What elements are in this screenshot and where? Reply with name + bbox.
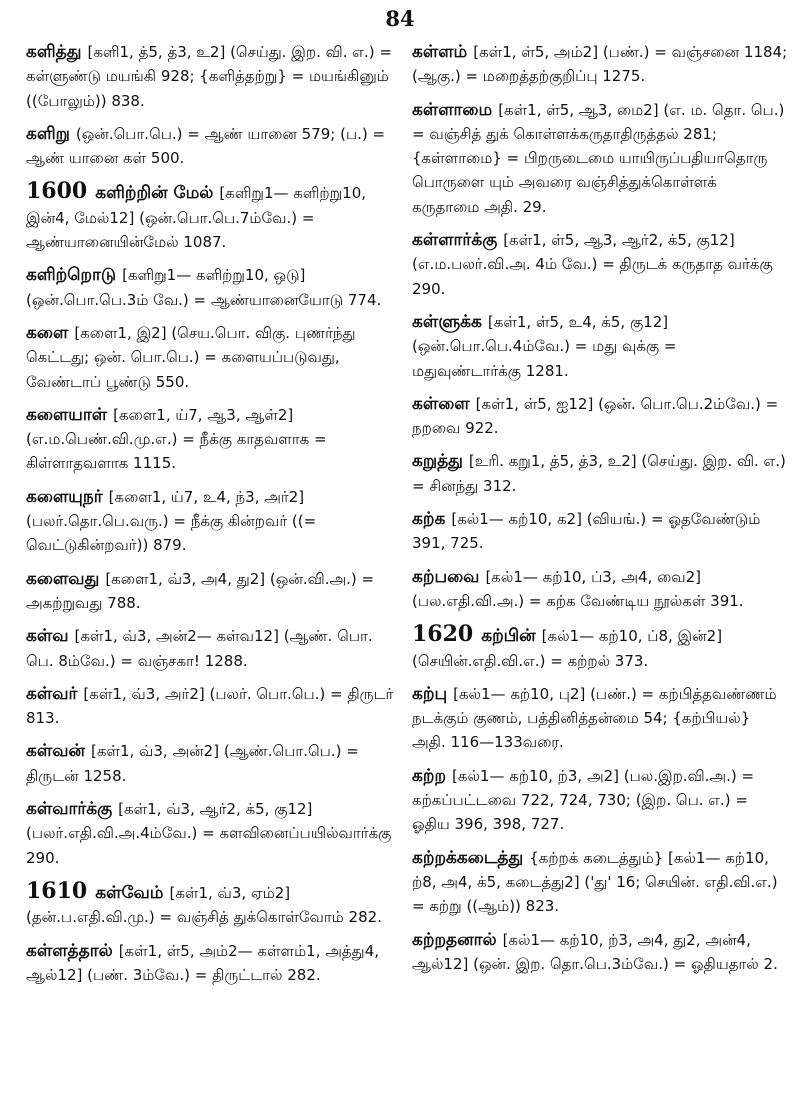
dictionary-entry: [412, 682, 788, 755]
entry-definition: [கள்1, ள்5, அம்2— கள்ளம்1, அத்து4, ஆல்12] (பண். 3ம்வே.) = திருட்டால் 282.: [26, 941, 380, 984]
entry-headword: கற்ற: [412, 765, 447, 786]
dictionary-entry: [26, 879, 402, 930]
entry-headword: களிற்றின் மேல்: [95, 183, 214, 204]
dictionary-entry: [26, 263, 402, 312]
entry-definition: [களை1, வ்3, அ4, து2] (ஒன்.வி.அ.) = அகற்றுவது 788.: [26, 569, 375, 612]
dictionary-entry: [26, 122, 402, 171]
entry-headword: கற்றக்கடைத்து: [412, 847, 524, 868]
entry-headword: களையுநர்: [26, 486, 103, 507]
entry-definition: [கள்1, ள்5, ஆ3, ஆர்2, க்5, கு12] (எ.ம.பலர்.வி.அ. 4ம் வே.) = திருடக் கருதாத வர்க்கு 290.: [412, 231, 773, 298]
dictionary-entry: [412, 764, 788, 837]
entry-headword: களையாள்: [26, 404, 108, 425]
entry-headword: கள்ளம்: [412, 42, 468, 62]
entry-definition: [கல்1— கற்10, ற்3, அ4, து2, அன்4, ஆல்12] (ஒன். இற. தொ.பெ.3ம்வே.) = ஓதியதால் 2.: [412, 930, 778, 973]
dictionary-entry: [412, 449, 788, 498]
entry-headword: கள்வன்: [26, 741, 85, 762]
dictionary-entry: [26, 567, 402, 616]
entry-headword: கறுத்து: [412, 451, 463, 472]
entry-headword: கள்வார்க்கு: [26, 799, 113, 820]
entry-headword: கள்ளாமை: [412, 99, 493, 120]
entry-headword: கற்பின்: [481, 626, 536, 647]
entry-headword: கள்வ: [26, 626, 69, 647]
entry-headword: களிறு: [26, 123, 70, 144]
dictionary-entry: [412, 40, 788, 89]
dictionary-entry: [26, 682, 402, 731]
entry-definition: [களை1, ய்7, ஆ3, ஆள்2] (எ.ம.பெண்.வி.மு.எ.) = நீக்கு காதவளாக = கிள்ளாதவளாக 1115.: [26, 405, 327, 473]
dictionary-entry: [26, 624, 402, 673]
entry-headword: கள்ளத்தால்: [26, 940, 113, 961]
entry-definition: [கள்1, வ்3, அன்2] (ஆண்.பொ.பெ.) = திருடன் 1258.: [26, 742, 359, 785]
entry-definition: (ஒன்.பொ.பெ.) = ஆண் யானை 579; (ப.) = ஆண் யானை கள் 500.: [26, 124, 386, 168]
entry-definition: [களி1, த்5, த்3, உ2] (செய்து. இற. வி. எ.) = கள்ளுண்டு மயங்கி 928; {களித்தற்று} = மயங்கினும் ((போலும்)) 838.: [26, 43, 392, 110]
entry-number: 1620: [412, 621, 474, 648]
dictionary-entry: [412, 928, 788, 977]
entry-definition: [களை1, ய்7, உ4, ந்3, அர்2] (பலர்.தொ.பெ.வரு.) = நீக்கு கின்றவர் ((= வெட்டுகின்றவர்)) 879.: [26, 487, 317, 555]
dictionary-entry: [412, 507, 788, 556]
entry-definition: [கள்1, வ்3, அன்2— கள்வ12] (ஆண். பொ. பெ. 8ம்வே.) = வஞ்சகா! 1288.: [26, 627, 373, 670]
entry-definition: [உரி. கறு1, த்5, த்3, உ2] (செய்து. இற. வி. எ.) = சினந்து 312.: [412, 452, 786, 495]
entry-headword: கள்ளுக்க: [412, 311, 482, 332]
right-column: [412, 40, 788, 985]
entry-headword: கள்ளை: [412, 393, 470, 414]
entry-definition: [கள்1, ள்5, ஆ3, மை2] (எ. ம. தொ. பெ.) = வஞ்சித் துக் கொள்ளக்கருதாதிருத்தல் 281; {கள்ளாமை} = பிறருடைமை யாயிருப்பதியாதொரு பொருளை யும் அவரை வஞ்சித்துக்கொள்ளக் கருதாமை அதி. 29.: [412, 100, 785, 216]
dictionary-entry: [412, 622, 788, 673]
entry-definition: [கள்1, வ்3, ஆர்2, க்5, கு12] (பலர்.எதி.வி.அ.4ம்வே.) = களவினைப்பயில்வார்க்கு 290.: [26, 800, 392, 867]
dictionary-entry: [412, 565, 788, 614]
entry-number: 1610: [26, 877, 88, 904]
dictionary-entry: [26, 40, 402, 113]
entry-headword: களைவது: [26, 568, 100, 589]
dictionary-entry: [412, 98, 788, 219]
dictionary-entry: [412, 228, 788, 301]
entry-headword: களிற்றொடு: [26, 265, 117, 286]
dictionary-entry: [26, 797, 402, 870]
entry-definition: [களிறு1— களிற்று10, ஒடு] (ஒன்.பொ.பெ.3ம் வே.) = ஆண்யானையோடு 774.: [26, 266, 382, 309]
entry-definition: [கள்1, வ்3, ஏம்2] (தன்.ப.எதி.வி.மு.) = வஞ்சித் துக்கொள்வோம் 282.: [26, 883, 382, 927]
dictionary-entry: [412, 846, 788, 919]
entry-definition: [கல்1— கற்10, ப்8, இன்2] (செயின்.எதி.வி.எ.) = கற்றல் 373.: [412, 627, 723, 670]
entry-headword: களை: [26, 322, 69, 343]
entry-definition: [கல்1— கற்10, பு2] (பண்.) = கற்பித்தவண்ணம் நடக்கும் குணம், பத்தினித்தன்மை 54; {கற்பியல்} அதி. 116—133வரை.: [412, 684, 777, 752]
dictionary-entry: [26, 939, 402, 988]
entry-definition: [கள்1, ள்5, உ4, க்5, கு12] (ஒன்.பொ.பெ.4ம்வே.) = மது வுக்கு = மதுவுண்டார்க்கு 1281.: [412, 312, 677, 380]
entry-headword: கற்க: [412, 509, 446, 530]
dictionary-entry: [26, 321, 402, 394]
entry-headword: கற்றதனால்: [412, 929, 497, 950]
page-number: 84: [385, 6, 415, 31]
entry-definition: {கற்றக் கடைத்தும்} [கல்1— கற்10, ற்8, அ4, க்5, கடைத்து2] ('து' 16; செயின். எதி.வி.எ.) = கற்று ((ஆம்)) 823.: [412, 848, 778, 916]
dictionary-entry: [26, 485, 402, 558]
entry-definition: [கள்1, ள்5, அம்2] (பண்.) = வஞ்சனை 1184; (ஆகு.) = மறைத்தற்குறிப்பு 1275.: [412, 43, 788, 86]
entry-definition: [கள்1, வ்3, அர்2] (பலர். பொ.பெ.) = திருடர் 813.: [26, 684, 394, 728]
entry-definition: [களிறு1— களிற்று10, இன்4, மேல்12] (ஒன்.பொ.பெ.7ம்வே.) = ஆண்யானையின்மேல் 1087.: [26, 184, 367, 252]
entry-headword: கள்வர்: [26, 683, 78, 704]
entry-definition: [களை1, இ2] (செய.பொ. விகு. புணர்ந்து கெட்டது; ஒன். பொ.பெ.) = களையப்படுவது, வேண்டாப் பூண்டு 550.: [26, 323, 356, 391]
dictionary-entry: [26, 403, 402, 476]
dictionary-entry: [26, 179, 402, 254]
entry-headword: கற்பவை: [412, 566, 480, 587]
entry-definition: [கல்1— கற்10, ப்3, அ4, வை2] (பல.எதி.வி.அ.) = கற்க வேண்டிய நூல்கள் 391.: [412, 567, 744, 610]
entry-definition: [கல்1— கற்10, ற்3, அ2] (பல.இற.வி.அ.) = கற்கப்பட்டவை 722, 724, 730; (இற. பெ. எ.) = ஓதிய 396, 398, 727.: [412, 766, 755, 834]
entry-definition: [கல்1— கற்10, க2] (வியங்.) = ஓதவேண்டும் 391, 725.: [412, 510, 761, 553]
entry-headword: களித்து: [26, 42, 82, 62]
dictionary-entry: [412, 392, 788, 441]
left-column: [26, 40, 402, 996]
entry-headword: கற்பு: [412, 683, 448, 704]
dictionary-entry: [412, 310, 788, 383]
dictionary-entry: [26, 739, 402, 788]
entry-number: 1600: [26, 178, 88, 205]
entry-headword: கள்ளார்க்கு: [412, 230, 498, 251]
entry-definition: [கள்1, ள்5, ஐ12] (ஒன். பொ.பெ.2ம்வே.) = நறவை 922.: [412, 394, 779, 438]
entry-headword: கள்வேம்: [95, 882, 164, 903]
